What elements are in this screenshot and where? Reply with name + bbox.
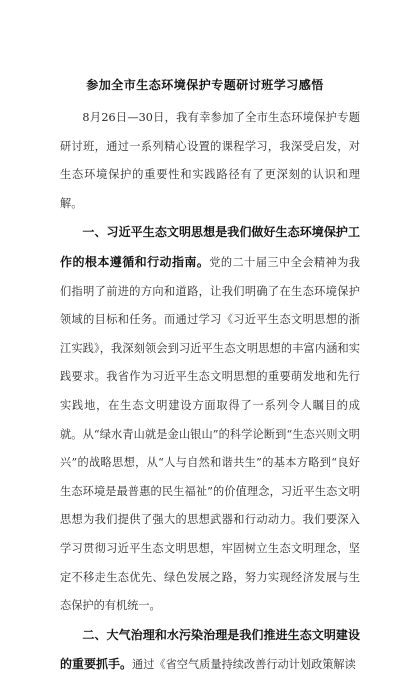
document-title: 参加全市生态环境保护专题研讨班学习感悟	[86, 78, 324, 92]
document-body	[60, 104, 360, 680]
section-heading: 一、习近平生态文明思想是我们做好生态环境保护工作的根本遵循和行动指南。	[60, 225, 360, 269]
paragraph-section-2	[60, 621, 360, 680]
section-heading: 二、大气治理和水污染治理是我们推进生态文明建设的重要抓手。	[60, 627, 360, 672]
paragraph-text: 党的二十届三中全会精神为我们指明了前进的方向和道路，让我们明确了在生态环境保护领域的目标和任务。而通过学习《习近平生态文明思想的浙江实践》，我深刻领会到习近平生态文明思想的丰富内涵和实践要求。我省作为习近平生态文明思想的重要萌发地和先行实践地，在生态文明建设方面取得了一系列令人瞩目的成就。从“绿水青山就是金山银山”的科学论断到“生态兴则文明兴”的战略思想，从“人与自然和谐共生”的基本方略到“良好生态环境是最普惠的民生福祉”的价值理念，习近平生态文明思想为我们提供了强大的思想武器和行动动力。我们要深入学习贯彻习近平生态文明思想，牢固树立生态文明理念，坚定不移走生态优先、绿色发展之路，努力实现经济发展与生态保护的有机统一。	[60, 255, 360, 613]
paragraph-text: 8月26日—30日，我有幸参加了全市生态环境保护专题研讨班，通过一系列精心设置的课程学习，我深受启发，对生态环境保护的重要性和实践路径有了更深刻的认识和理解。	[60, 111, 360, 210]
paragraph-text: 通过《省空气质量持续改善行动计划政策解读	[132, 658, 356, 672]
paragraph-section-1	[60, 218, 360, 620]
paragraph-intro	[60, 104, 360, 218]
